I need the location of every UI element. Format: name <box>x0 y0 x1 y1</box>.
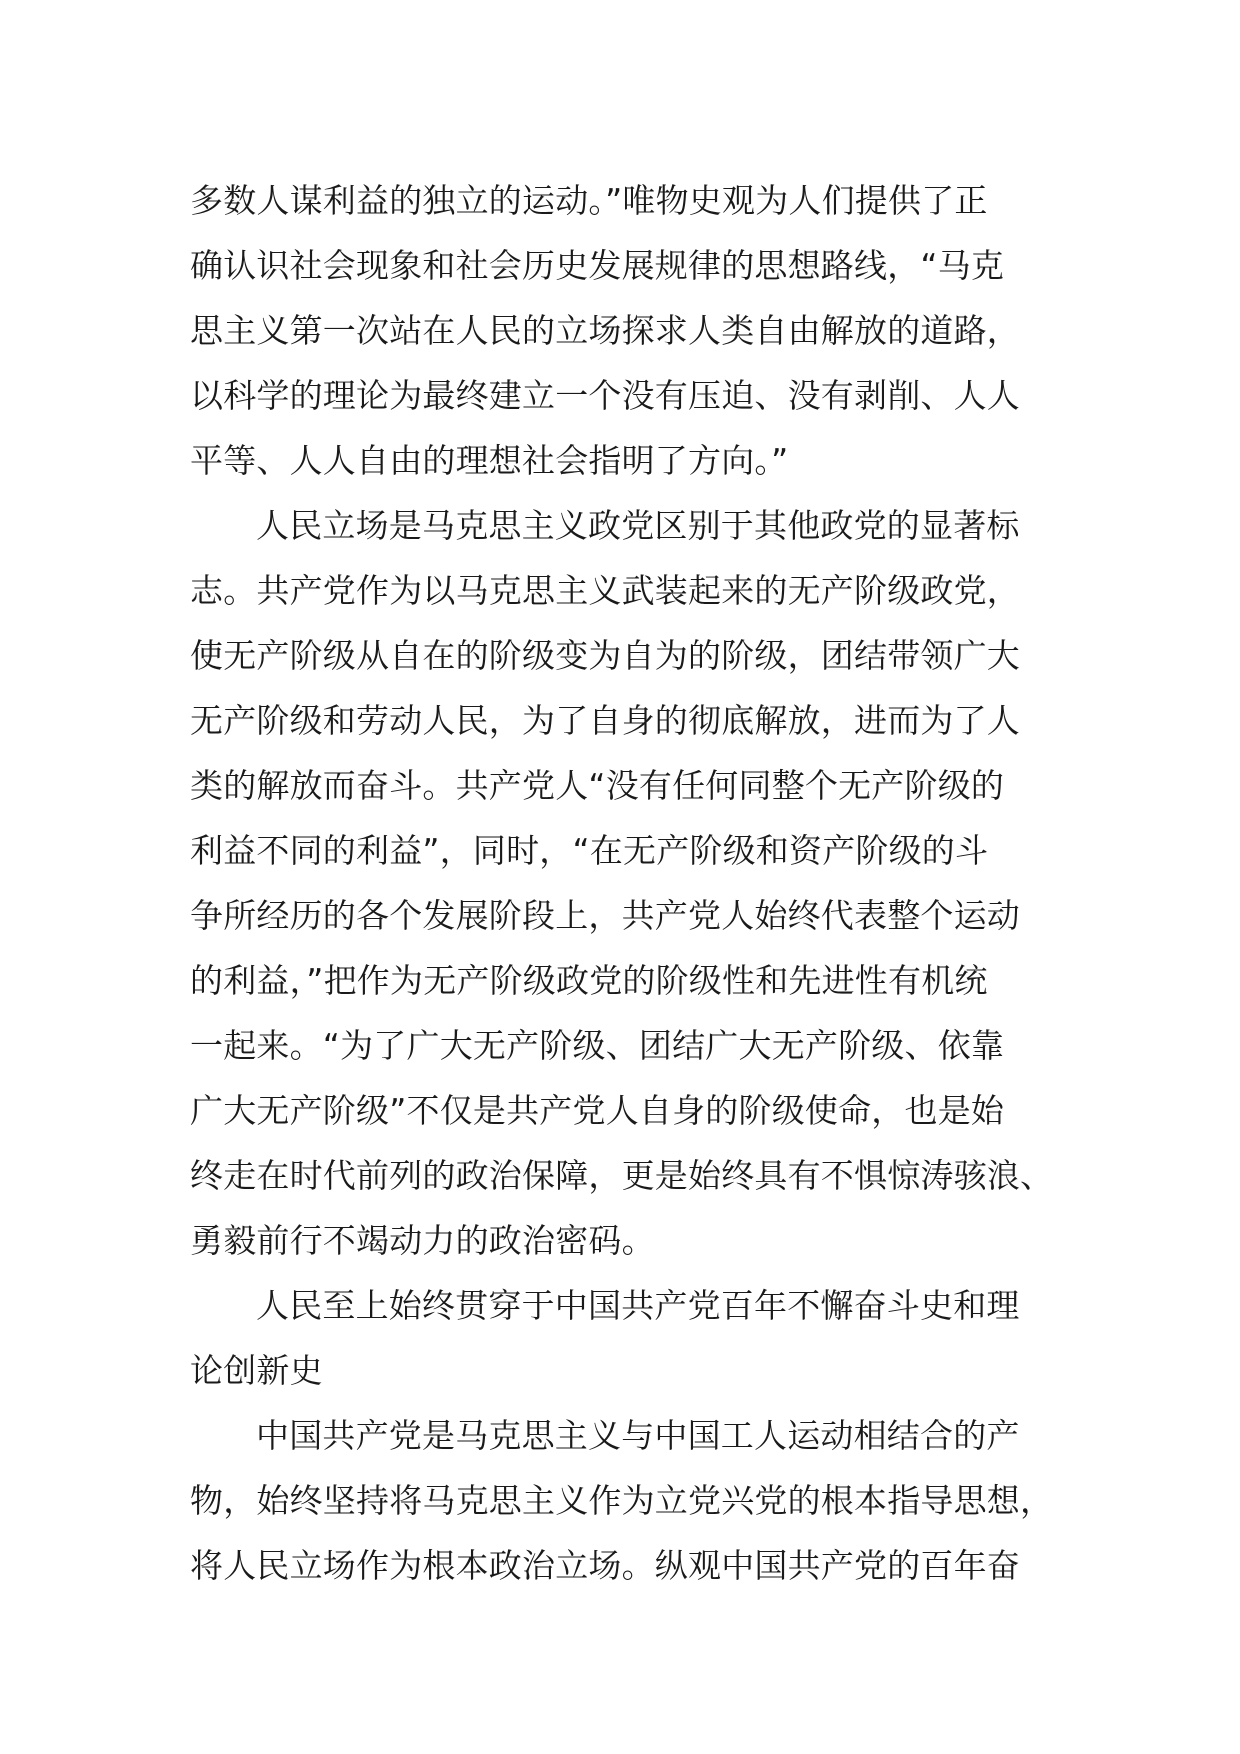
text-line: 终走在时代前列的政治保障，更是始终具有不惧惊涛骇浪、 <box>190 1156 1054 1195</box>
text-line: 类的解放而奋斗。共产党人“没有任何同整个无产阶级的 <box>190 766 1005 805</box>
section-heading-line: 人民至上始终贯穿于中国共产党百年不懈奋斗史和理 <box>256 1286 1020 1325</box>
text-line: 广大无产阶级”不仅是共产党人自身的阶级使命，也是始 <box>190 1091 1005 1130</box>
text-line: 物，始终坚持将马克思主义作为立党兴党的根本指导思想， <box>190 1481 1054 1520</box>
section-heading-line: 论创新史 <box>190 1351 323 1390</box>
text-line: 以科学的理论为最终建立一个没有压迫、没有剥削、人人 <box>190 376 1020 415</box>
document-body <box>190 168 1054 1598</box>
text-line: 平等、人人自由的理想社会指明了方向。” <box>190 441 789 480</box>
text-line: 志。共产党作为以马克思主义武装起来的无产阶级政党， <box>190 571 1020 610</box>
paragraph-2 <box>190 493 1054 1273</box>
text-line: 利益不同的利益”，同时，“在无产阶级和资产阶级的斗 <box>190 831 989 870</box>
text-line: 人民立场是马克思主义政党区别于其他政党的显著标 <box>256 506 1020 545</box>
text-line: 多数人谋利益的独立的运动。”唯物史观为人们提供了正 <box>190 181 988 220</box>
text-line: 的利益，”把作为无产阶级政党的阶级性和先进性有机统 <box>190 961 988 1000</box>
text-line: 将人民立场作为根本政治立场。纵观中国共产党的百年奋 <box>190 1546 1020 1585</box>
paragraph-heading <box>190 1273 1050 1403</box>
text-line: 使无产阶级从自在的阶级变为自为的阶级，团结带领广大 <box>190 636 1020 675</box>
text-line: 中国共产党是马克思主义与中国工人运动相结合的产 <box>256 1416 1020 1455</box>
text-line: 争所经历的各个发展阶段上，共产党人始终代表整个运动 <box>190 896 1020 935</box>
text-line: 思主义第一次站在人民的立场探求人类自由解放的道路， <box>190 311 1020 350</box>
text-line: 无产阶级和劳动人民，为了自身的彻底解放，进而为了人 <box>190 701 1020 740</box>
text-line: 确认识社会现象和社会历史发展规律的思想路线，“马克 <box>190 246 1005 285</box>
paragraph-4 <box>190 1403 1054 1598</box>
text-line: 一起来。“为了广大无产阶级、团结广大无产阶级、依靠 <box>190 1026 1005 1065</box>
paragraph-1 <box>190 168 1050 493</box>
text-line: 勇毅前行不竭动力的政治密码。 <box>190 1221 655 1260</box>
